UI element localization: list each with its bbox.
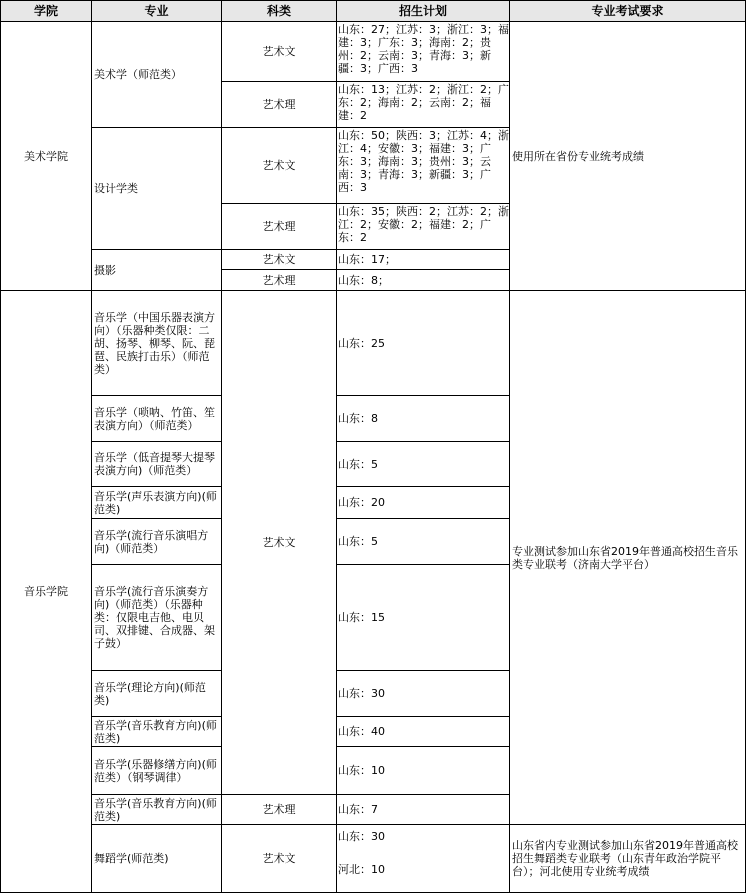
plan-fine-arts-li: 山东：13；江苏：2；浙江：2；广东：2；海南：2；云南：2；福建：2 bbox=[336, 81, 510, 128]
subject-music-li: 艺术理 bbox=[221, 794, 337, 825]
subject-photo-wen: 艺术文 bbox=[221, 249, 337, 270]
plan-fine-arts-wen: 山东：27；江苏：3；浙江：3；福建：3；广东：3；海南：2；贵州：2；云南：3；青海：3；新疆：3；广西：3 bbox=[336, 21, 510, 82]
plan-music-10: 山东：7 bbox=[336, 794, 510, 825]
college-fine-arts: 美术学院 bbox=[0, 21, 92, 291]
plan-music-1: 山东：25 bbox=[336, 290, 510, 396]
plan-music-7: 山东：30 bbox=[336, 670, 510, 717]
subject-design-li: 艺术理 bbox=[221, 203, 337, 250]
subject-music-wen: 艺术文 bbox=[221, 290, 337, 795]
header-major: 专业 bbox=[91, 0, 222, 22]
subject-design-wen: 艺术文 bbox=[221, 127, 337, 204]
plan-music-3: 山东：5 bbox=[336, 441, 510, 487]
plan-music-9: 山东：10 bbox=[336, 746, 510, 795]
requirement-fine-arts: 使用所在省份专业统考成绩 bbox=[509, 21, 746, 291]
header-college: 学院 bbox=[0, 0, 92, 22]
plan-photo-li: 山东：8； bbox=[336, 269, 510, 291]
major-music-chinese-instruments: 音乐学（中国乐器表演方向）（乐器种类仅限：二胡、扬琴、柳琴、阮、琵琶、民族打击乐）（师范类） bbox=[91, 290, 222, 396]
major-music-education-wen: 音乐学(音乐教育方向)(师范类) bbox=[91, 716, 222, 747]
major-music-suona: 音乐学（唢呐、竹笛、笙表演方向）（师范类） bbox=[91, 395, 222, 442]
major-photography: 摄影 bbox=[91, 249, 222, 291]
major-music-education-li: 音乐学(音乐教育方向)(师范类) bbox=[91, 794, 222, 825]
plan-music-8: 山东：40 bbox=[336, 716, 510, 747]
college-music: 音乐学院 bbox=[0, 290, 92, 893]
header-requirement: 专业考试要求 bbox=[509, 0, 746, 22]
header-subject: 科类 bbox=[221, 0, 337, 22]
plan-dance-hebei: 河北：10 bbox=[336, 846, 510, 893]
requirement-dance: 山东省内专业测试参加山东省2019年普通高校招生舞蹈类专业联考（山东青年政治学院平台）；河北使用专业统考成绩 bbox=[509, 824, 746, 893]
major-music-pop-performance: 音乐学(流行音乐演奏方向)（师范类）（乐器种类：仅限电吉他、电贝司、双排键、合成器、架子鼓） bbox=[91, 564, 222, 671]
major-dance: 舞蹈学(师范类) bbox=[91, 824, 222, 893]
plan-dance-shandong: 山东：30 bbox=[336, 824, 510, 847]
subject-photo-li: 艺术理 bbox=[221, 269, 337, 291]
major-music-theory: 音乐学(理论方向)(师范类) bbox=[91, 670, 222, 717]
plan-photo-wen: 山东：17； bbox=[336, 249, 510, 270]
major-music-pop-singing: 音乐学(流行音乐演唱方向)（师范类） bbox=[91, 518, 222, 565]
plan-music-4: 山东：20 bbox=[336, 486, 510, 519]
header-plan: 招生计划 bbox=[336, 0, 510, 22]
plan-music-6: 山东：15 bbox=[336, 564, 510, 671]
subject-dance-wen: 艺术文 bbox=[221, 824, 337, 893]
plan-design-wen: 山东：50；陕西：3；江苏：4；浙江：4；安徽：3；福建：3；广东：3；海南：3；贵州：3；云南：3；青海：3；新疆：3；广西：3 bbox=[336, 127, 510, 204]
plan-design-li: 山东：35；陕西：2；江苏：2；浙江：2；安徽：2；福建：2；广东：2 bbox=[336, 203, 510, 250]
major-design: 设计学类 bbox=[91, 127, 222, 250]
subject-fine-arts-wen: 艺术文 bbox=[221, 21, 337, 82]
plan-music-2: 山东：8 bbox=[336, 395, 510, 442]
major-fine-arts-education: 美术学（师范类） bbox=[91, 21, 222, 128]
major-music-instrument-repair: 音乐学(乐器修缮方向)(师范类）（钢琴调律） bbox=[91, 746, 222, 795]
requirement-music: 专业测试参加山东省2019年普通高校招生音乐类专业联考（济南大学平台） bbox=[509, 290, 746, 825]
major-music-vocal: 音乐学(声乐表演方向)(师范类) bbox=[91, 486, 222, 519]
plan-music-5: 山东：5 bbox=[336, 518, 510, 565]
major-music-double-bass: 音乐学（低音提琴大提琴表演方向)（师范类） bbox=[91, 441, 222, 487]
subject-fine-arts-li: 艺术理 bbox=[221, 81, 337, 128]
